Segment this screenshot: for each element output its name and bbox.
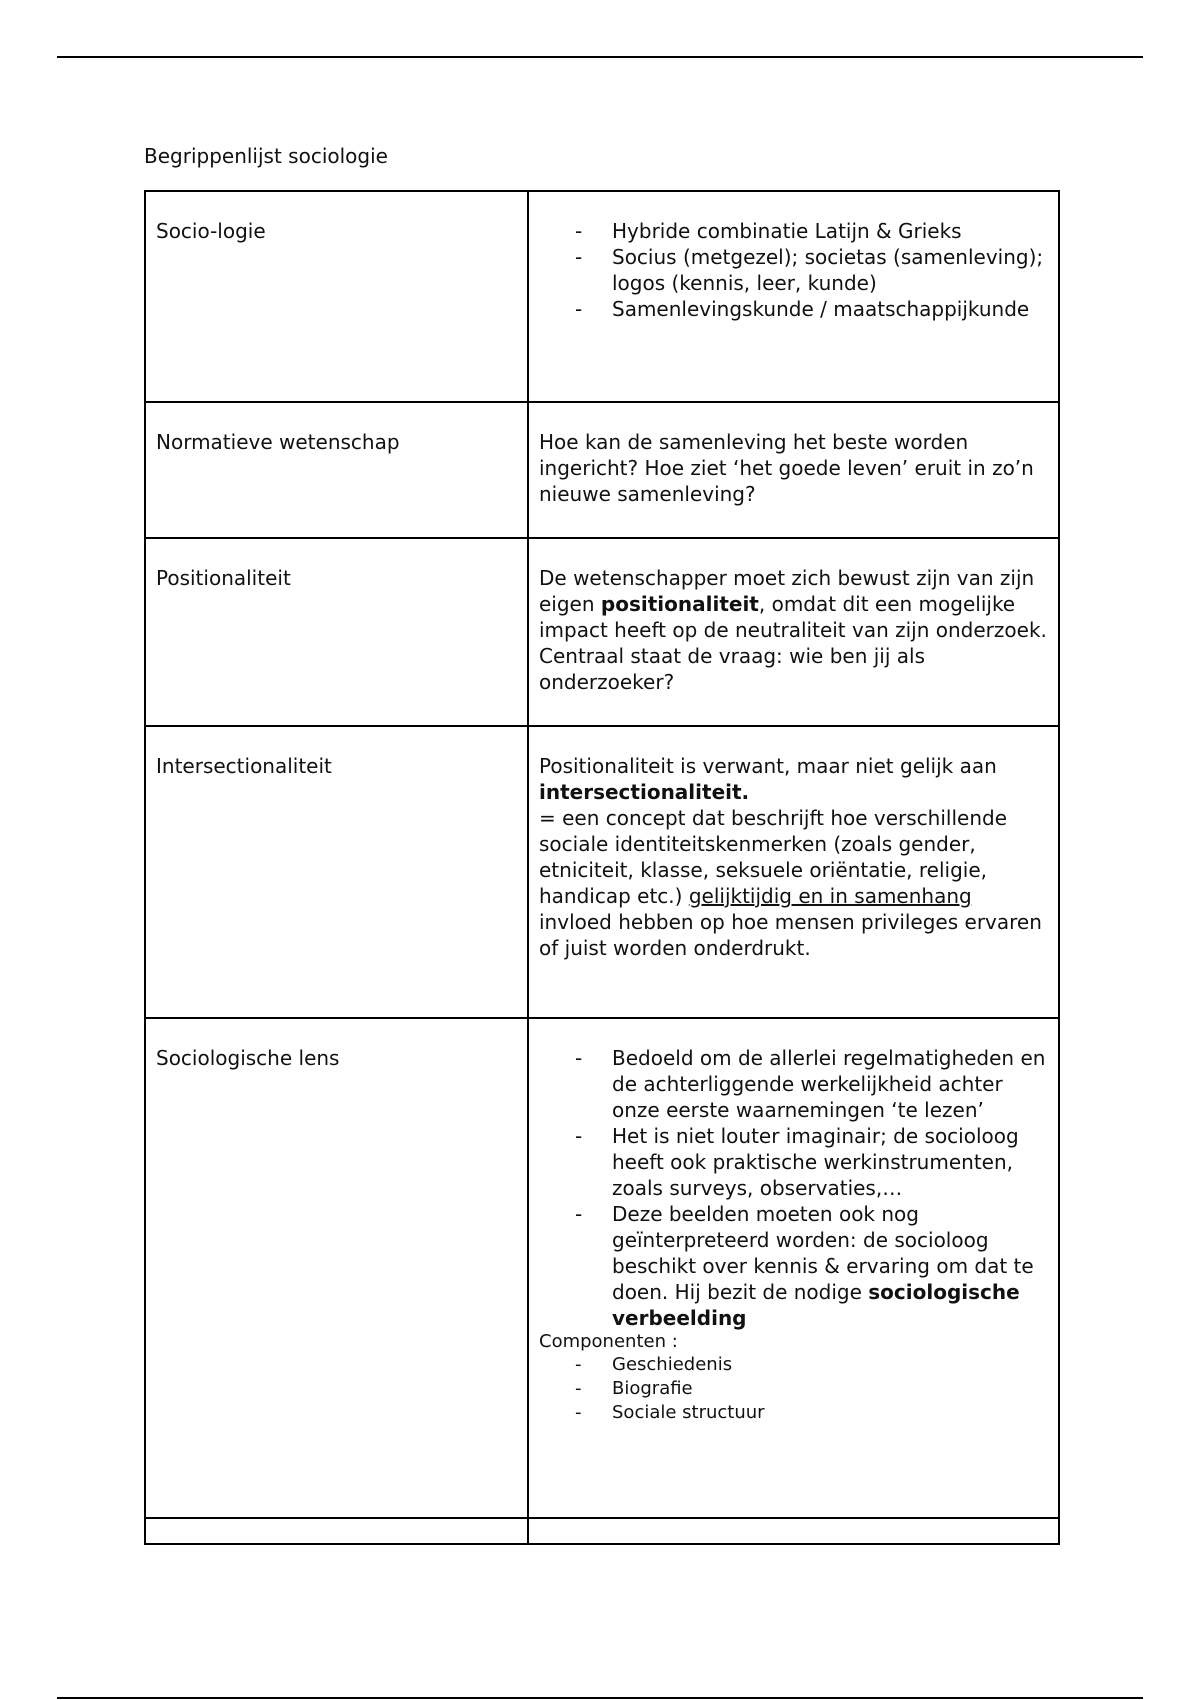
list-item: - Het is niet louter imaginair; de socioloog heeft ook praktische werkinstrumenten, zoals surveys, observaties,… [612,1123,1048,1201]
term-cell: Socio-logie [145,191,528,402]
definition-text-part: invloed hebben op hoe mensen privileges ervaren of juist worden onderdrukt. [539,910,1042,960]
definition-text [539,753,1048,961]
footer-rule [57,1697,1143,1699]
term-cell: Positionaliteit [145,538,528,726]
list-item: - Sociale structuur [612,1401,1048,1425]
list-item-text: Deze beelden moeten ook nog geïnterpreteerd worden: de socioloog beschikt over kennis & ervaring om dat te doen. Hij bezit de nodige [612,1202,1034,1304]
table-row [145,726,1059,1018]
components-label: Componenten : [539,1331,678,1352]
table-row [145,191,1059,402]
header-rule [57,56,1143,58]
definition-list [539,218,1048,322]
term-cell: Normatieve wetenschap [145,402,528,538]
definition-intro: Positionaliteit is verwant, maar niet gelijk aan [539,754,997,778]
list-item: - Bedoeld om de allerlei regelmatigheden en de achterliggende werkelijkheid achter onze eerste waarnemingen ‘te lezen’ [612,1045,1048,1123]
term-cell: Sociologische lens [145,1018,528,1518]
definition-cell [528,726,1059,1018]
definition-text-part: , omdat dit een mogelijke impact heeft op de neutraliteit van zijn onderzoek. Centraal staat de vraag: wie ben jij als onderzoeker? [539,592,1047,694]
table-row [145,1518,1059,1544]
definition-text [539,565,1048,695]
list-item [612,1201,1048,1331]
definition-text: Hoe kan de samenleving het beste worden ingericht? Hoe ziet ‘het goede leven’ eruit in zo’n nieuwe samenleving? [539,430,1034,506]
definition-cell [528,538,1059,726]
table-row [145,1018,1059,1518]
empty-cell [528,1518,1059,1544]
empty-cell [145,1518,528,1544]
document-title: Begrippenlijst sociologie [144,144,388,168]
table-row [145,402,1059,538]
bold-term: sociologische verbeelding [612,1280,1020,1330]
list-item: - Geschiedenis [612,1353,1048,1377]
list-item: - Biografie [612,1377,1048,1401]
definition-cell [528,191,1059,402]
definition-text-part: = een concept dat beschrijft hoe verschillende sociale identiteitskenmerken (zoals gender, etniciteit, klasse, seksuele oriëntatie, religie, handicap etc.) [539,806,1008,908]
list-item: - Hybride combinatie Latijn & Grieks [612,218,1048,244]
components-list [539,1353,1048,1425]
list-item: - Socius (metgezel); societas (samenleving); logos (kennis, leer, kunde) [612,244,1048,296]
definition-cell [528,1018,1059,1518]
terms-table [144,190,1060,1545]
bold-term: positionaliteit [600,592,759,616]
underlined-text: gelijktijdig en in samenhang [688,884,972,908]
definition-list [539,1045,1048,1331]
table-row [145,538,1059,726]
term-cell: Intersectionaliteit [145,726,528,1018]
definition-cell [528,402,1059,538]
list-item: - Samenlevingskunde / maatschappijkunde [612,296,1048,322]
definition-text-part: De wetenschapper moet zich bewust zijn van zijn eigen [539,566,1035,616]
bold-term: intersectionaliteit. [539,780,750,804]
